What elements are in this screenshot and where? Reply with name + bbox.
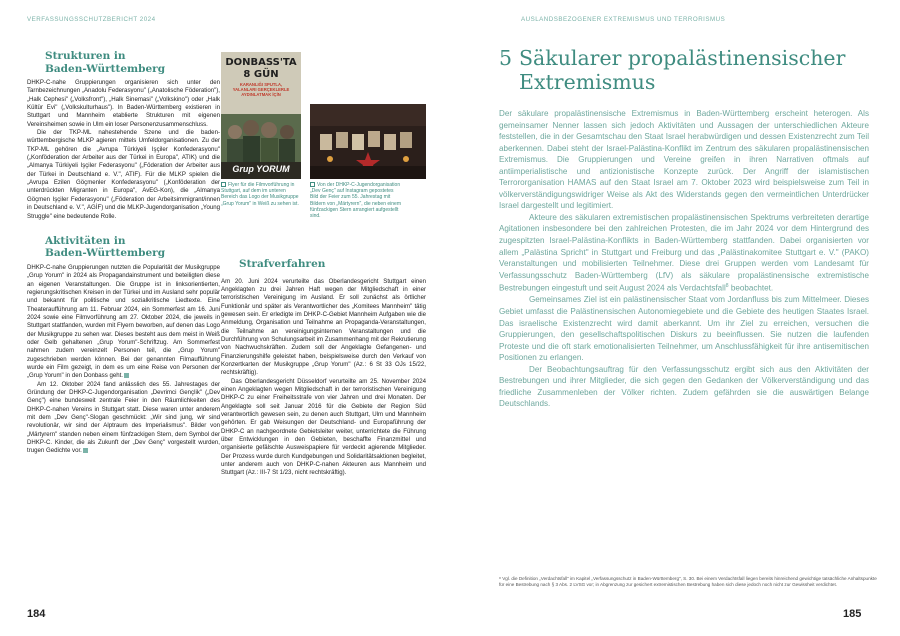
left-column-1 bbox=[27, 50, 220, 610]
running-head-right: AUSLANDSBEZOGENER EXTREMISMUS UND TERRORISMUS bbox=[521, 16, 726, 23]
paragraph: Das Oberlandesgericht Düsseldorf verurteilte am 25. November 2024 einen Angeklagten wegen Mitgliedschaft in der terroristischen Vereinigung DHKP-C zu einer Freiheitsstrafe von vier Jahren und drei Monaten. Der Angeklagte soll seit Januar 2016 für die Gebiete der Region Süd verantwortlich gewesen sein, zu denen auch Stuttgart, Ulm und Mannheim gehörten. Er gab Weisungen der Deutschland- und Europaführung der DHKP-C an nachgeordnete Gebietsleiter weiter, unterrichtete die Führung über Entwicklungen in den Gebieten, beschaffte Finanzmittel und organisierte gefälschte Ausweispapiere für verdeckt agierende Mitglieder. Der Prozess wurde durch Kundgebungen und Solidaritätsaktionen begleitet, unter anderem auch von DHKP-C-nahen Akteuren aus Mannheim und Stuttgart (Az.: III-7 St 1/23, nicht rechtskräftig). bbox=[221, 377, 426, 477]
paragraph: DHKP-C-nahe Gruppierungen nutzten die Popularität der Musikgruppe „Grup Yorum" in 2024 als Propagandainstrument und beteiligten diese an eigenen Veranstaltungen. Die Gruppe ist in linksorientierten, regierungskritischen Kreisen in der Türkei und im Ausland sehr populär und bekannt für politische und sozialkritische Liedtexte. Eine Theateraufführung am 11. Februar 2024, ein Sommerfest am 16. Juni 2024 sowie eine Filmvorführung am 27. Oktober 2024, die jeweils in Stuttgart stattfanden, wurden mit Flyern beworben, auf denen das Logo der Musikgruppe zu sehen war. Dieses besteht aus dem meist in Weiß oder Gelb gehaltenen „Grup Yorum"-Schriftzug. Am Sommerfest nahmen zudem vereinzelt Personen teil, die „Grup Yorum" zugeschrieben werden können. Bei der genannten Filmaufführung wurde ein Film gezeigt, in dem es um eine Reise von Personen der „Grup Yorum" in den Donbass geht. bbox=[27, 263, 220, 380]
paragraph: Die der TKP-ML nahestehende Szene und die baden-württembergische MLKP agieren mittels Umfeldorganisationen. Zu der TKP-ML gehören die „Avrupa Türkiyeli Işçiler Konfederasyonu" („Konföderation der Arbeiter aus der Türkei in Europa", ATIK) und die „Almanya Türkiyeli Işçiler Federasyonu" („Föderation der Arbeiter aus der Türkei in Deutschland e. V.", ATIF). Für die MLKP spielen die „Avrupa Ezilen Göçmenler Konfederasyonu" („Konföderation der unterdrückten Migranten in Europa", AvEG-Kon), die „Almanya Göçmen Işçiler Federasyonu" („Föderation der Arbeitsimmigrant/innen in Deutschland e. V.", AGİF) und die MLKP-Jugendorganisation „Young Struggle" eine bedeutende Rolle. bbox=[27, 129, 220, 220]
left-column-2 bbox=[221, 258, 426, 578]
paragraph: Am 20. Juni 2024 verurteilte das Oberlandesgericht Stuttgart einen Angeklagten zu drei Jahren Haft wegen der Mitgliedschaft in einer terroristischen Vereinigung im Ausland. Er soll zunächst als örtlicher Funktionär und später als Verantwortlicher des „Komitees Mannheim" tätig gewesen sein. Er erledigte im DHKP-C-Gebiet Mannheim Aufgaben wie die Anmeldung, Organisation und Teilnahme an Propaganda-Veranstaltungen, die Teilnahme an vereinigungsinternen Veranstaltungen und die Durchführung von Schulungsarbeit im Zusammenhang mit der Rekrutierung von Nachwuchskräften. Zudem soll der Angeklagte Gefangenen- und Finanzierungshilfe geleistet haben, beispielsweise durch den Verkauf von Konzertkarten der Musikgruppe „Grup Yorum" (Az.: 6 St 33 OJs 15/22, rechtskräftig). bbox=[221, 277, 426, 377]
paragraph: Der säkulare propalästinensische Extremismus in Baden-Württemberg erscheint heterogen. Als gemeinsamer Nenner lassen sich jedoch Aktivitäten und Aussagen der unterschiedlichen Akteure feststellen, die in der Gesamtschau den Staat Israel herabwürdigen und dessen Existenzrecht zum Teil aberkennen. Dabei steht der Israel-Palästina-Konflikt im Zentrum des säkularen propalästinensischen Extremismus. Die Gruppierungen und Vereine greifen in ihren Narrativen oftmals auf antiimperialistische und antizionistische Konzepte zurück. Der Angriff der islamistischen Terrororganisation HAMAS auf den Staat Israel am 7. Oktober 2023 wird beispielsweise zum Teil in völkerverständigungswidriger Weise als Akt des Widerstands gegen den vermeintlichen Unterdrücker Israel dargestellt und legitimiert. bbox=[499, 109, 869, 211]
chapter-body bbox=[499, 108, 869, 410]
flyer-slogan-3: AYDINLATMAK İÇİN bbox=[241, 92, 281, 97]
chapter-number: 5 bbox=[499, 46, 513, 70]
reference-icon bbox=[124, 373, 129, 378]
celebration-image bbox=[310, 104, 426, 179]
heading-strafverfahren: Strafverfahren bbox=[239, 258, 326, 270]
chapter-title bbox=[499, 46, 879, 94]
flyer-caption: Flyer für die Filmvorführung in Stuttgart, auf dem im unteren Bereich das Logo der Musikgruppe „Grup Yorum" in Weiß zu sehen ist. bbox=[221, 182, 299, 207]
page-number-left: 184 bbox=[27, 608, 46, 620]
flyer-slogan-2: YALANLARI GERÇEKLERLE bbox=[232, 87, 290, 92]
footnote: ⁸ Vgl. die Definition „Verdachtsfall" im Kapitel „Verfassungsschutz in Baden-Württemberg", S. 30. Bei einem Verdachtsfall liegen bereits hinreichend gewichtige tatsächliche Anhaltspunkte für eine Bestrebung nach § 3 Abs. 2 LVSG vor; in Abgrenzung zur gesichert extremistischen Bestrebung haben sich diese jedoch noch nicht zur Gewissheit verdichtet. bbox=[499, 576, 877, 587]
celebration-caption: Von der DHKP-C-Jugendorganisation „Dev Genç" auf Instagram gepostetes Bild der Feier zum 55. Jahrestag mit Bildern von „Märtyrern", die neben einem fünfzackigen Stern arrangiert aufgestellt sind. bbox=[310, 182, 401, 220]
paragraph: Gemeinsames Ziel ist ein palästinensischer Staat vom Jordanfluss bis zum Mittelmeer. Dieses Gebiet umfasst die Palästinensischen Autonomiegebiete und die Gebiete des heutigen Staates Israel. Das israelische Existenzrecht wird damit aberkannt. Um ihr Ziel zu erreichen, versuchen die Gruppierungen, den gesellschaftspolitischen Diskurs zu beeinflussen. Sie nutzen die laufenden Proteste und die oft stark emotionalisierten Teilnehmer, um Anschlussfähigkeit für ihre antisemitischen Positionen zu erlangen. bbox=[499, 295, 869, 363]
heading-strukturen: Strukturen in Baden-Württemberg bbox=[45, 50, 166, 75]
flyer-slogan-1: KARANLIĞI SPUTLA, bbox=[239, 82, 283, 87]
running-head-left: VERFASSUNGSSCHUTZBERICHT 2024 bbox=[27, 16, 156, 23]
chapter-title-text: Säkularer propalästinensischer Extremismus bbox=[519, 46, 846, 94]
image-caption-icon bbox=[221, 182, 226, 187]
flyer-title-line2: 8 GÜN bbox=[243, 69, 279, 80]
paragraph: Der Beobachtungsauftrag für den Verfassungsschutz ergibt sich aus den Aktivitäten der Bestrebungen und ihrer Mitglieder, die sich gegen den Gedanken der Völkerverständigung und das friedliche Zusammenleben der Völker richten. Zudem gefährden sie die auswärtigen Belange Deutschlands. bbox=[499, 364, 869, 409]
flyer-title-line1: DONBASS'TA bbox=[225, 57, 297, 68]
paragraph: Akteure des säkularen extremistischen propalästinensischen Spektrums verbreiteten derartige Agitationen insbesondere bei den zahlreichen Protesten, die im Jahr 2024 vor dem Hintergrund des zugespitzten Israel-Palästina-Konflikts in Baden-Württemberg stattfanden. Dabei organisierten vor allem „Palästina Spricht" in Stuttgart und Freiburg und das „Palästinakomitee Stuttgart e. V." (PAKO) Veranstaltungen und mobilisierten Teilnehmer. Diese drei Gruppen werden vom Landesamt für Verfassungsschutz Baden-Württemberg (LfV) als säkulare propalästinensische extremistische Bestrebungen eingestuft und seit August 2024 als Verdachtsfall$^8$ beobachtet. bbox=[499, 212, 869, 293]
image-caption-icon bbox=[310, 182, 315, 187]
flyer-logo: Grup YORUM bbox=[232, 164, 290, 174]
right-page bbox=[450, 0, 900, 636]
footnote-reference[interactable]: 8 bbox=[725, 283, 729, 290]
celebration-illustration bbox=[310, 104, 426, 179]
paragraph: Am 12. Oktober 2024 fand anlässlich des 55. Jahrestages der Gründung der DHKP-C-Jugendorganisation „Devrimci Gençlik" („Dev Genç") eine bundesweit zentrale Feier in den Räumlichkeiten des DHKP-C-nahen Vereins in Stuttgart statt. Diese waren unter anderem mit dem „Dev Genç"-Slogan geschmückt: „Wir sind jung, wir sind revolutionär, wir sind der Alptraum des Imperialismus". Bilder von „Märtyrern" standen neben einem fünfzackigen Stern, dem Symbol der DHKP-C. Kinder, die als Zukunft der „Dev Genç" vorgestellt wurden, trugen Gedichte vor. bbox=[27, 380, 220, 455]
reference-icon bbox=[83, 448, 88, 453]
heading-aktivitaeten: Aktivitäten in Baden-Württemberg bbox=[45, 234, 166, 260]
flyer-image bbox=[221, 52, 301, 179]
paragraph: DHKP-C-nahe Gruppierungen organisieren sich unter den Tarnbezeichnungen „Anadolu Federasyonu" („Anatolische Föderation"), „Halk Cephesi" („Volksfront"), „Halk Sinemasi" („Volkskino") oder „Halk Kültür Evi" („Volkskulturhaus"). In Baden-Württemberg existieren in Stuttgart und Mannheim etablierte Strukturen mit eigenen Vereinsheimen sowie in Ulm ein loser Personenzusammenschluss. bbox=[27, 79, 220, 128]
page-number-right: 185 bbox=[843, 608, 862, 620]
